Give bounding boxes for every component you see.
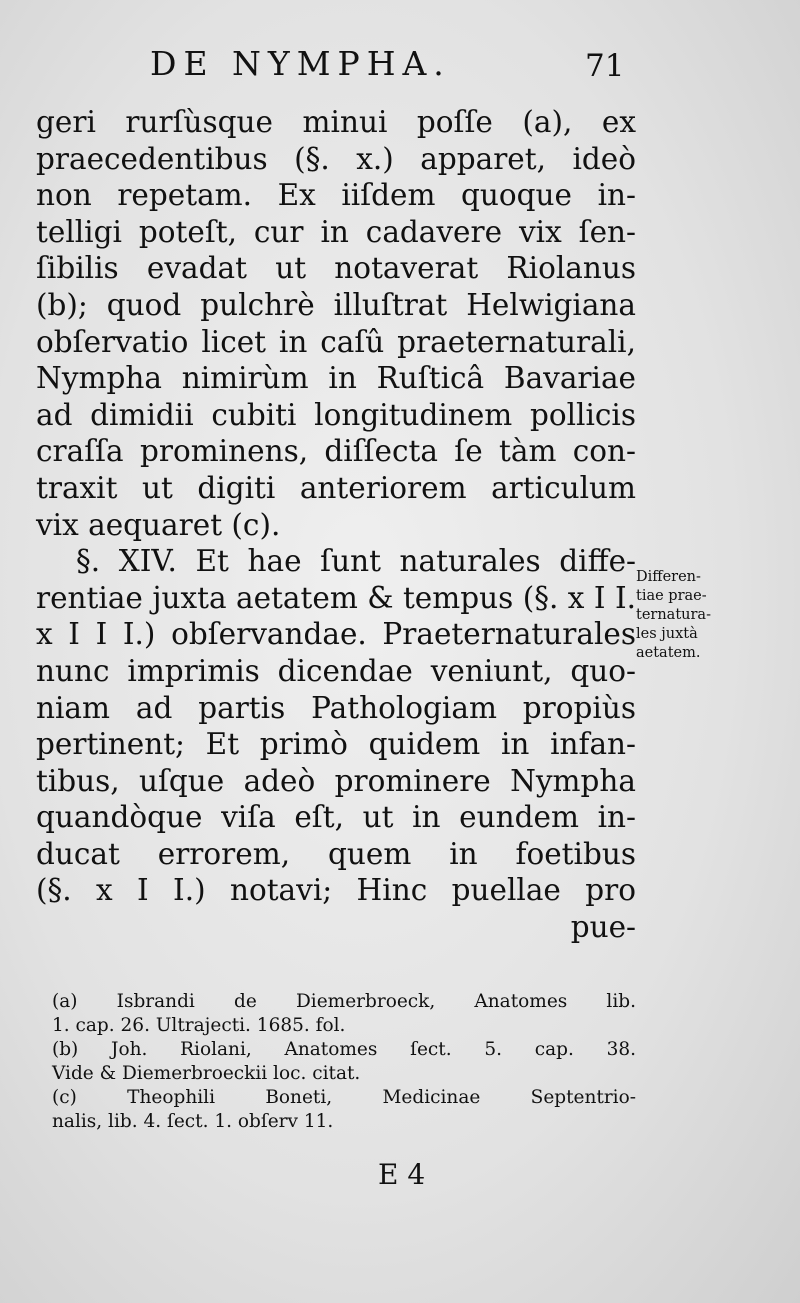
- footnotes: [52, 990, 636, 1134]
- text-line: ſibilis evadat ut notaverat Riolanus: [36, 251, 636, 286]
- footnote-line: nalis, lib. 4. ſect. 1. obſerv 11.: [52, 1111, 334, 1132]
- marginal-note-line: tiae prae-: [636, 588, 707, 604]
- text-line: praecedentibus (§. x.) apparet, ideò: [36, 141, 636, 176]
- body-text: [36, 104, 636, 946]
- text-line: x I I I.) obſervandae. Praeternaturales: [36, 617, 636, 652]
- footnote-line: (b) Joh. Riolani, Anatomes ſect. 5. cap. 38.: [52, 1039, 636, 1060]
- catchword: pue-: [570, 910, 636, 945]
- text-line: (b); quod pulchrè illuſtrat Helwigiana: [36, 287, 636, 322]
- text-line: tibus, uſque adeò prominere Nympha: [36, 763, 636, 798]
- text-line: pertinent; Et primò quidem in infan-: [36, 727, 636, 762]
- page-number: 71: [585, 48, 625, 84]
- marginal-note-line: les juxtà: [636, 626, 698, 642]
- text-line: vix aequaret (c).: [36, 507, 281, 542]
- text-line: Nympha nimirùm in Ruſticâ Bavariae: [36, 361, 636, 396]
- signature-mark: E 4: [378, 1158, 426, 1191]
- text-line: (§. x I I.) notavi; Hinc puellae pro: [36, 873, 636, 908]
- marginal-note: [636, 568, 711, 663]
- running-head: DE NYMPHA.: [150, 44, 451, 83]
- text-line: quandòque viſa eſt, ut in eundem in-: [36, 800, 636, 835]
- footnote-line: (c) Theophili Boneti, Medicinae Septentrio-: [52, 1087, 636, 1108]
- footnote-line: (a) Isbrandi de Diemerbroeck, Anatomes lib.: [52, 991, 636, 1012]
- text-line: craſſa prominens, diſſecta ſe tàm con-: [36, 434, 636, 469]
- marginal-note-line: aetatem.: [636, 645, 701, 661]
- text-line: ducat errorem, quem in foetibus: [36, 836, 636, 871]
- marginal-note-line: ternatura-: [636, 607, 711, 623]
- text-line: telligi poteſt, cur in cadavere vix ſen-: [36, 214, 636, 249]
- text-line: niam ad partis Pathologiam propiùs: [36, 690, 636, 725]
- text-line: obſervatio licet in caſû praeternaturali,: [36, 324, 636, 359]
- footnote-line: Vide & Diemerbroeckii loc. citat.: [52, 1063, 361, 1084]
- text-line: non repetam. Ex iiſdem quoque in-: [36, 178, 636, 213]
- section-heading-line: §. XIV. Et hae ſunt naturales diffe-: [76, 544, 636, 579]
- text-line: rentiae juxta aetatem & tempus (§. x I I.: [36, 580, 636, 615]
- text-line: ad dimidii cubiti longitudinem pollicis: [36, 397, 636, 432]
- marginal-note-line: Differen-: [636, 569, 701, 585]
- footnote-line: 1. cap. 26. Ultrajecti. 1685. fol.: [52, 1015, 346, 1036]
- text-line: geri rurſùsque minui poſſe (a), ex: [36, 105, 636, 139]
- text-line: traxit ut digiti anteriorem articulum: [36, 470, 636, 505]
- text-line: nunc imprimis dicendae veniunt, quo-: [36, 653, 636, 688]
